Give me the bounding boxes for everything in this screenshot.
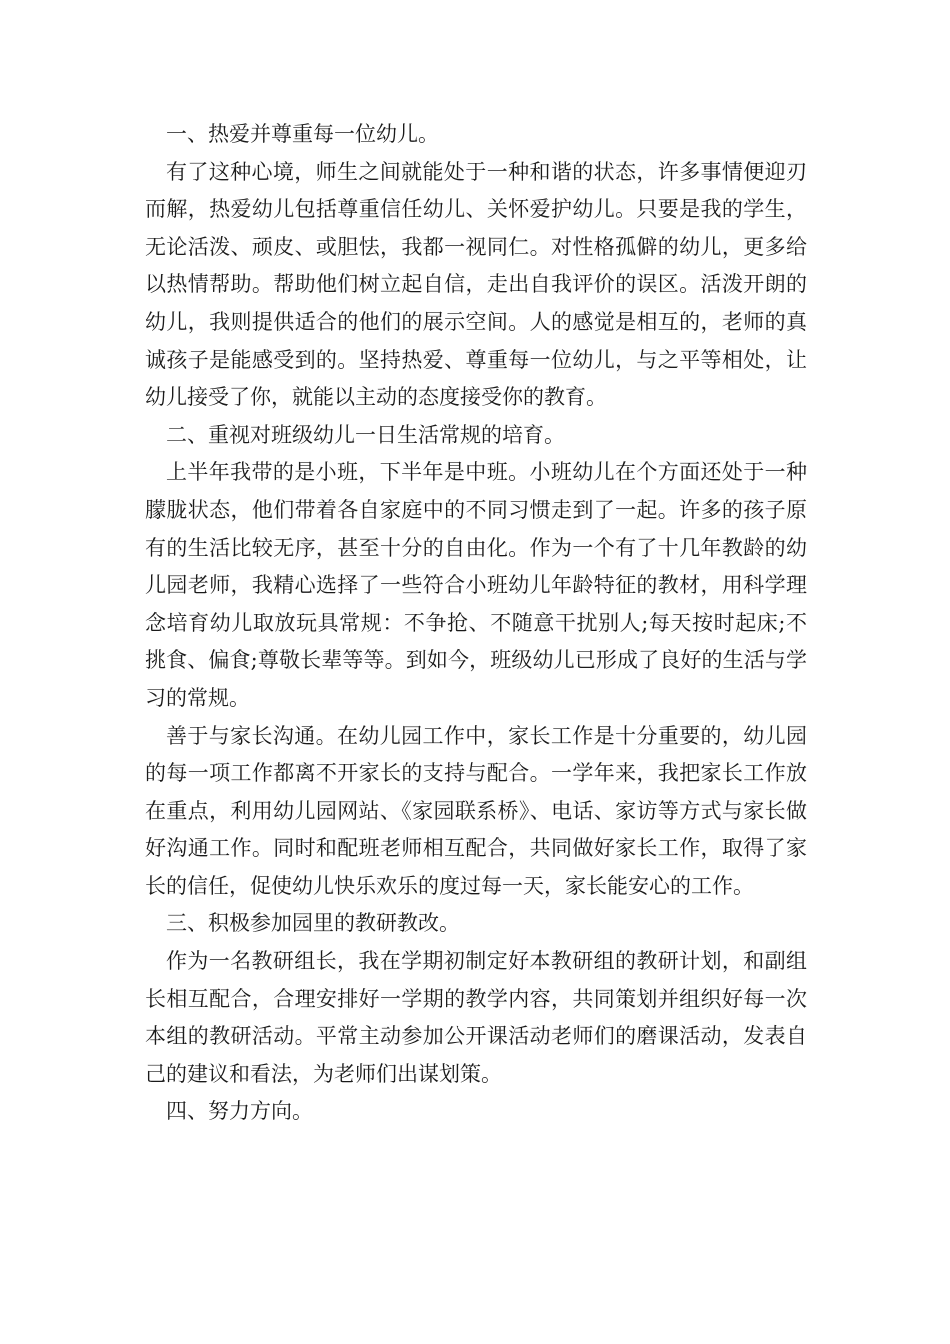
paragraph-parent-communication: 善于与家长沟通。在幼儿园工作中，家长工作是十分重要的，幼儿园的每一项工作都离不开家长的支持与配合。一学年来，我把家长工作放在重点，利用幼儿园网站、《家园联系桥》、电话、家访等方式与家长做好沟通工作。同时和配班老师相互配合，共同做好家长工作，取得了家长的信任，促使幼儿快乐欢乐的度过每一天，家长能安心的工作。 (145, 723, 807, 898)
paragraph-respect-children: 有了这种心境，师生之间就能处于一种和谐的状态，许多事情便迎刃而解，热爱幼儿包括尊重信任幼儿、关怀爱护幼儿。只要是我的学生，无论活泼、顽皮、或胆怯，我都一视同仁。对性格孤僻的幼儿，更多给以热情帮助。帮助他们树立起自信，走出自我评价的误区。活泼开朗的幼儿，我则提供适合的他们的展示空间。人的感觉是相互的，老师的真诚孩子是能感受到的。坚持热爱、尊重每一位幼儿，与之平等相处，让幼儿接受了你，就能以主动的态度接受你的教育。 (145, 159, 807, 410)
paragraph-daily-routine: 上半年我带的是小班，下半年是中班。小班幼儿在个方面还处于一种朦胧状态，他们带着各自家庭中的不同习惯走到了一起。许多的孩子原有的生活比较无序，甚至十分的自由化。作为一个有了十几年教龄的幼儿园老师，我精心选择了一些符合小班幼儿年龄特征的教材，用科学理念培育幼儿取放玩具常规：不争抢、不随意干扰别人;每天按时起床;不挑食、偏食;尊敬长辈等等。到如今，班级幼儿已形成了良好的生活与学习的常规。 (145, 460, 807, 710)
section-heading-1: 一、热爱并尊重每一位幼儿。 (166, 122, 439, 146)
section-heading-2: 二、重视对班级幼儿一日生活常规的培育。 (166, 422, 565, 447)
section-heading-3: 三、积极参加园里的教研教改。 (166, 911, 460, 936)
paragraph-teaching-research: 作为一名教研组长，我在学期初制定好本教研组的教研计划，和副组长相互配合，合理安排好一学期的教学内容，共同策划并组织好每一次本组的教研活动。平常主动参加公开课活动老师们的磨课活动，发表自己的建议和看法，为老师们出谋划策。 (145, 949, 807, 1086)
document-body (145, 116, 807, 1131)
section-heading-4: 四、努力方向。 (166, 1099, 313, 1124)
